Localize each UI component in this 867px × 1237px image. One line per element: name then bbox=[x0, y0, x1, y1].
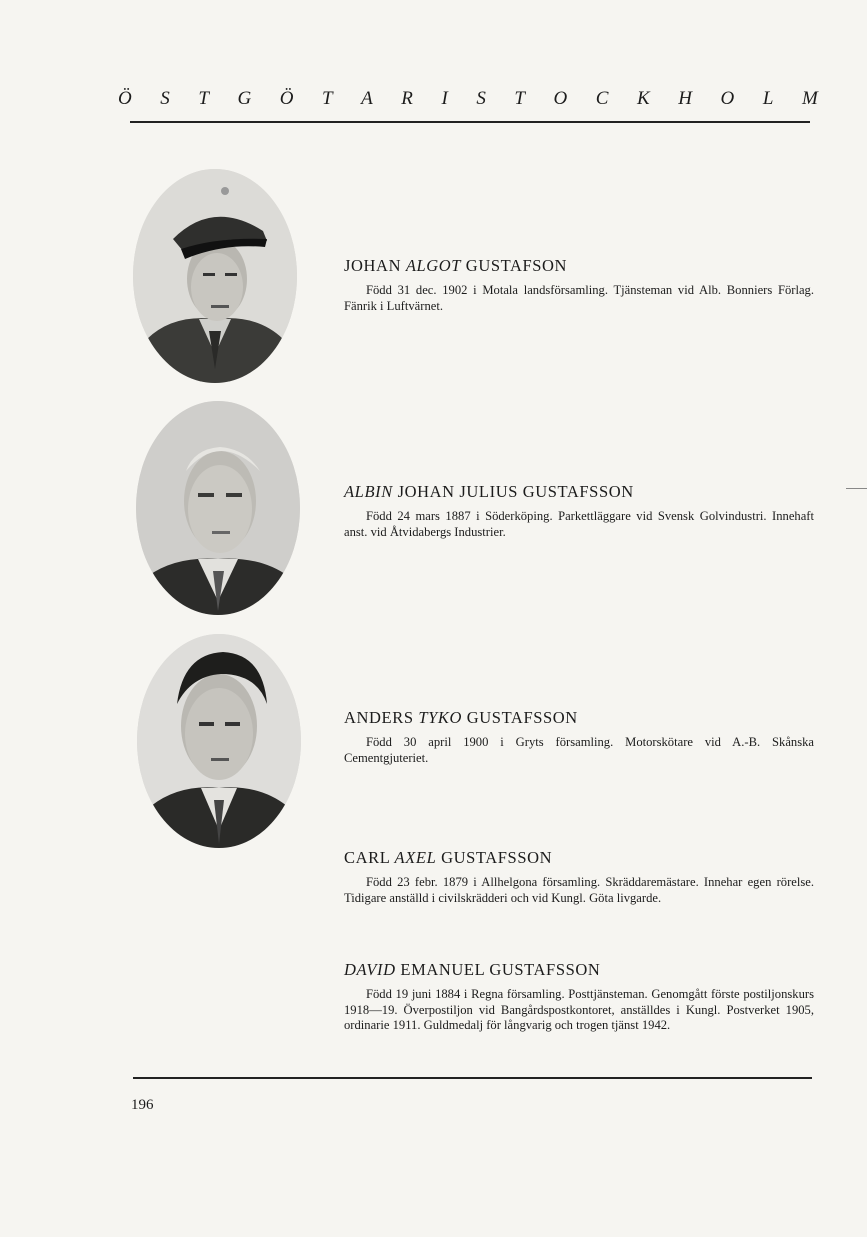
name-part-italic: AXEL bbox=[394, 848, 437, 867]
portrait-photo-3 bbox=[137, 634, 301, 848]
entry-bio: Född 19 juni 1884 i Regna församling. Posttjänsteman. Genomgått förste postiljonskurs 1918—19. Överpostiljon vid Bangårdspostkontoret, anställdes i Kungl. Postverket 1905, ordinarie 1911. Guldmedalj för långvarig och trogen tjänst 1942. bbox=[344, 987, 814, 1032]
portrait-2-image bbox=[136, 401, 300, 615]
running-head-letter: M bbox=[801, 88, 818, 109]
entry-bio: Född 30 april 1900 i Gryts församling. Motorskötare vid A.-B. Skånska Cementgjuteriet. bbox=[344, 735, 814, 765]
running-head-letter: C bbox=[595, 88, 609, 109]
name-part: GUSTAFSON bbox=[461, 256, 568, 275]
name-part-italic: ALBIN bbox=[344, 482, 393, 501]
page-number: 196 bbox=[131, 1097, 154, 1113]
running-head-letter: O bbox=[720, 88, 735, 109]
entry-3 bbox=[344, 708, 814, 766]
entry-1 bbox=[344, 256, 814, 314]
running-head-letter: S bbox=[160, 88, 170, 109]
running-head-letter: T bbox=[198, 88, 209, 109]
entry-bio: Född 23 febr. 1879 i Allhelgona församling. Skräddaremästare. Innehar egen rörelse. Tidigare anställd i civilskrädderi och vid Kungl. Göta livgarde. bbox=[344, 875, 814, 905]
running-head-letter: L bbox=[762, 88, 774, 109]
entry-bio: Född 31 dec. 1902 i Motala landsförsamling. Tjänsteman vid Alb. Bonniers Förlag. Fänrik i Luftvärnet. bbox=[344, 283, 814, 313]
portrait-photo-1 bbox=[133, 169, 297, 383]
portrait-photo-2 bbox=[136, 401, 300, 615]
name-part: GUSTAFSSON bbox=[462, 708, 578, 727]
entry-name bbox=[344, 960, 814, 980]
header-rule bbox=[130, 121, 810, 123]
running-head-letter: S bbox=[476, 88, 486, 109]
name-part: CARL bbox=[344, 848, 395, 867]
running-head-letter: Ö bbox=[118, 88, 132, 109]
entry-name bbox=[344, 482, 814, 502]
portrait-1-image bbox=[133, 169, 297, 383]
running-head-letter: T bbox=[322, 88, 333, 109]
running-head-letter: Ö bbox=[279, 88, 294, 109]
name-part-italic: ALGOT bbox=[405, 256, 462, 275]
portrait-3-image bbox=[137, 634, 301, 848]
name-part: JOHAN bbox=[344, 256, 406, 275]
name-part: ANDERS bbox=[344, 708, 419, 727]
name-part-italic: DAVID bbox=[344, 960, 396, 979]
running-head-letter: I bbox=[441, 88, 448, 109]
running-head-letter: A bbox=[361, 88, 373, 109]
name-part: JOHAN JULIUS GUSTAFSSON bbox=[392, 482, 634, 501]
running-head-letter: K bbox=[637, 88, 650, 109]
entry-4 bbox=[344, 848, 814, 906]
footer-rule bbox=[133, 1077, 812, 1079]
running-head-letter: O bbox=[553, 88, 568, 109]
name-part: EMANUEL GUSTAFSSON bbox=[395, 960, 601, 979]
running-head-letter: R bbox=[401, 88, 413, 109]
margin-mark bbox=[846, 488, 867, 489]
entry-2 bbox=[344, 482, 814, 540]
entry-name bbox=[344, 848, 814, 868]
name-part: GUSTAFSSON bbox=[436, 848, 553, 867]
entry-bio: Född 24 mars 1887 i Söderköping. Parkettläggare vid Svensk Golvindustri. Innehaft anst. vid Åtvidabergs Industrier. bbox=[344, 509, 814, 539]
entry-name bbox=[344, 256, 814, 276]
running-head-letter: H bbox=[678, 88, 692, 109]
entry-name bbox=[344, 708, 814, 728]
name-part-italic: TYKO bbox=[418, 708, 463, 727]
running-head bbox=[118, 88, 818, 110]
running-head-letter: T bbox=[514, 88, 525, 109]
entry-5 bbox=[344, 960, 814, 1034]
running-head-letter: G bbox=[237, 88, 252, 109]
